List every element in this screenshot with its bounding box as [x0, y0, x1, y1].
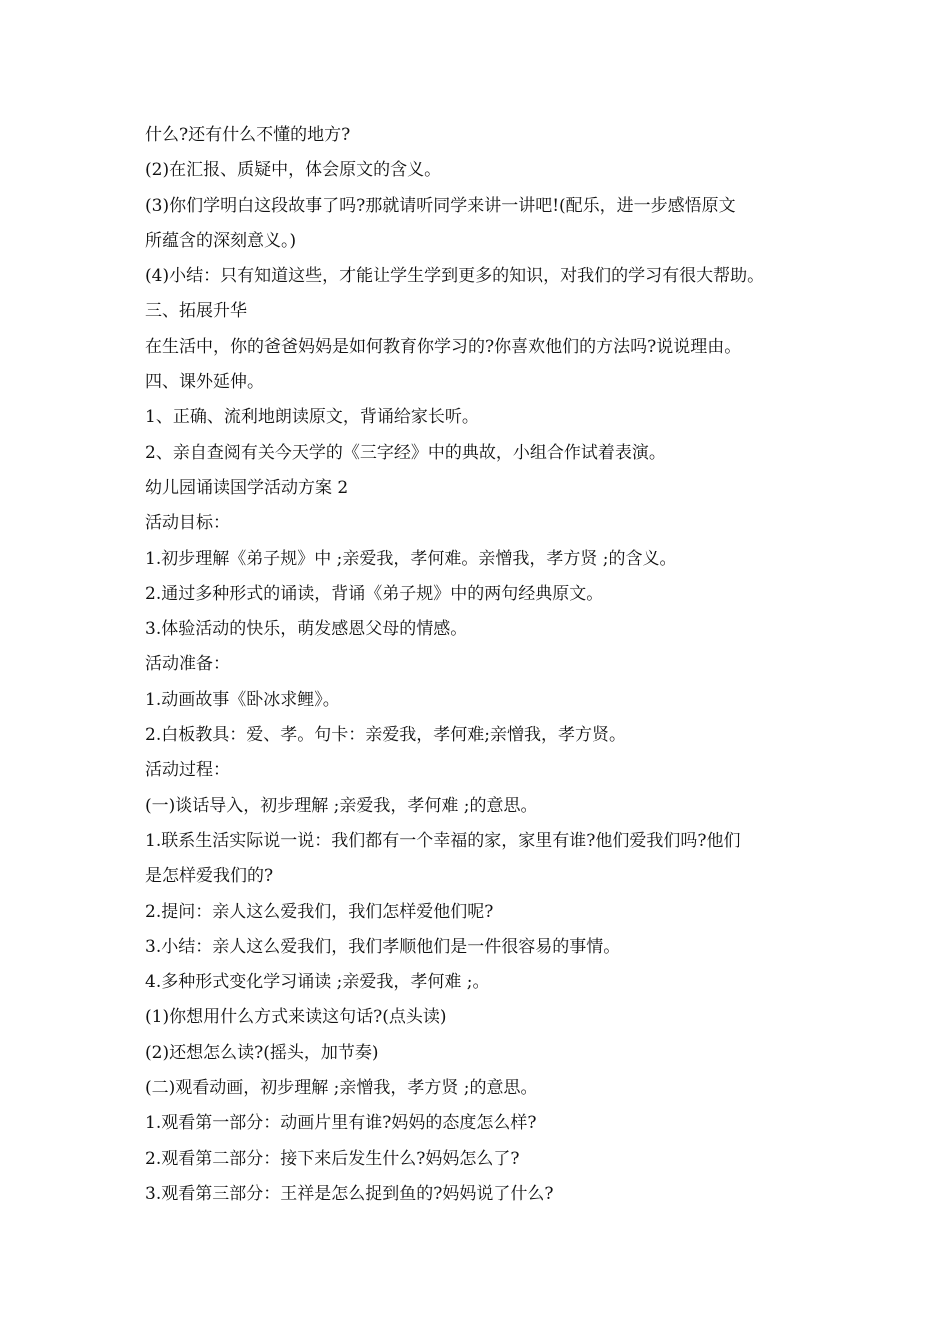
text-line: 3.体验活动的快乐，萌发感恩父母的情感。 — [145, 619, 468, 640]
text-line: 1.初步理解《弟子规》中 ;亲爱我，孝何难。亲憎我，孝方贤 ;的含义。 — [145, 548, 677, 569]
text-line: (3)你们学明白这段故事了吗?那就请听同学来讲一讲吧!(配乐，进一步感悟原文 — [145, 195, 736, 216]
text-line: (二)观看动画，初步理解 ;亲憎我，孝方贤 ;的意思。 — [145, 1078, 538, 1099]
text-line: 2.白板教具：爱、孝。句卡：亲爱我，孝何难;亲憎我，孝方贤。 — [145, 725, 626, 746]
text-line: 什么?还有什么不懂的地方? — [145, 125, 351, 145]
text-line: 2.提问：亲人这么爱我们，我们怎样爱他们呢? — [145, 901, 494, 922]
section-heading: 活动准备： — [145, 654, 230, 675]
text-line: 1.动画故事《卧冰求鲤》。 — [145, 689, 340, 710]
text-line: 3.观看第三部分：王祥是怎么捉到鱼的?妈妈说了什么? — [145, 1183, 554, 1204]
section-heading: 活动过程： — [145, 760, 230, 781]
text-line: 4.多种形式变化学习诵读 ;亲爱我，孝何难 ;。 — [145, 972, 490, 993]
section-heading: 三、拓展升华 — [145, 301, 247, 322]
text-line: (2)在汇报、质疑中，体会原文的含义。 — [145, 160, 442, 181]
text-line: 在生活中，你的爸爸妈妈是如何教育你学习的?你喜欢他们的方法吗?说说理由。 — [145, 336, 742, 357]
document-body — [145, 118, 815, 1212]
text-line: (4)小结：只有知道这些，才能让学生学到更多的知识，对我们的学习有很大帮助。 — [145, 266, 765, 287]
text-line: 是怎样爱我们的? — [145, 866, 274, 887]
text-line: 2.通过多种形式的诵读，背诵《弟子规》中的两句经典原文。 — [145, 583, 604, 604]
text-line: (1)你想用什么方式来读这句话?(点头读) — [145, 1007, 447, 1028]
text-line: 2.观看第二部分：接下来后发生什么?妈妈怎么了? — [145, 1148, 520, 1169]
section-title: 幼儿园诵读国学活动方案 2 — [145, 477, 349, 498]
section-heading: 活动目标： — [145, 513, 230, 534]
text-line: 1.联系生活实际说一说：我们都有一个幸福的家，家里有谁?他们爱我们吗?他们 — [145, 830, 741, 851]
section-heading: 四、课外延伸。 — [145, 372, 264, 393]
text-line: (2)还想怎么读?(摇头，加节奏) — [145, 1042, 379, 1063]
text-line: 1、正确、流利地朗读原文，背诵给家长听。 — [145, 407, 479, 428]
text-line: 1.观看第一部分：动画片里有谁?妈妈的态度怎么样? — [145, 1113, 537, 1134]
text-line: 2、亲自查阅有关今天学的《三字经》中的典故，小组合作试着表演。 — [145, 442, 666, 463]
text-line: (一)谈话导入，初步理解 ;亲爱我，孝何难 ;的意思。 — [145, 795, 538, 816]
text-line: 所蕴含的深刻意义。) — [145, 230, 297, 251]
text-line: 3.小结：亲人这么爱我们，我们孝顺他们是一件很容易的事情。 — [145, 936, 621, 957]
